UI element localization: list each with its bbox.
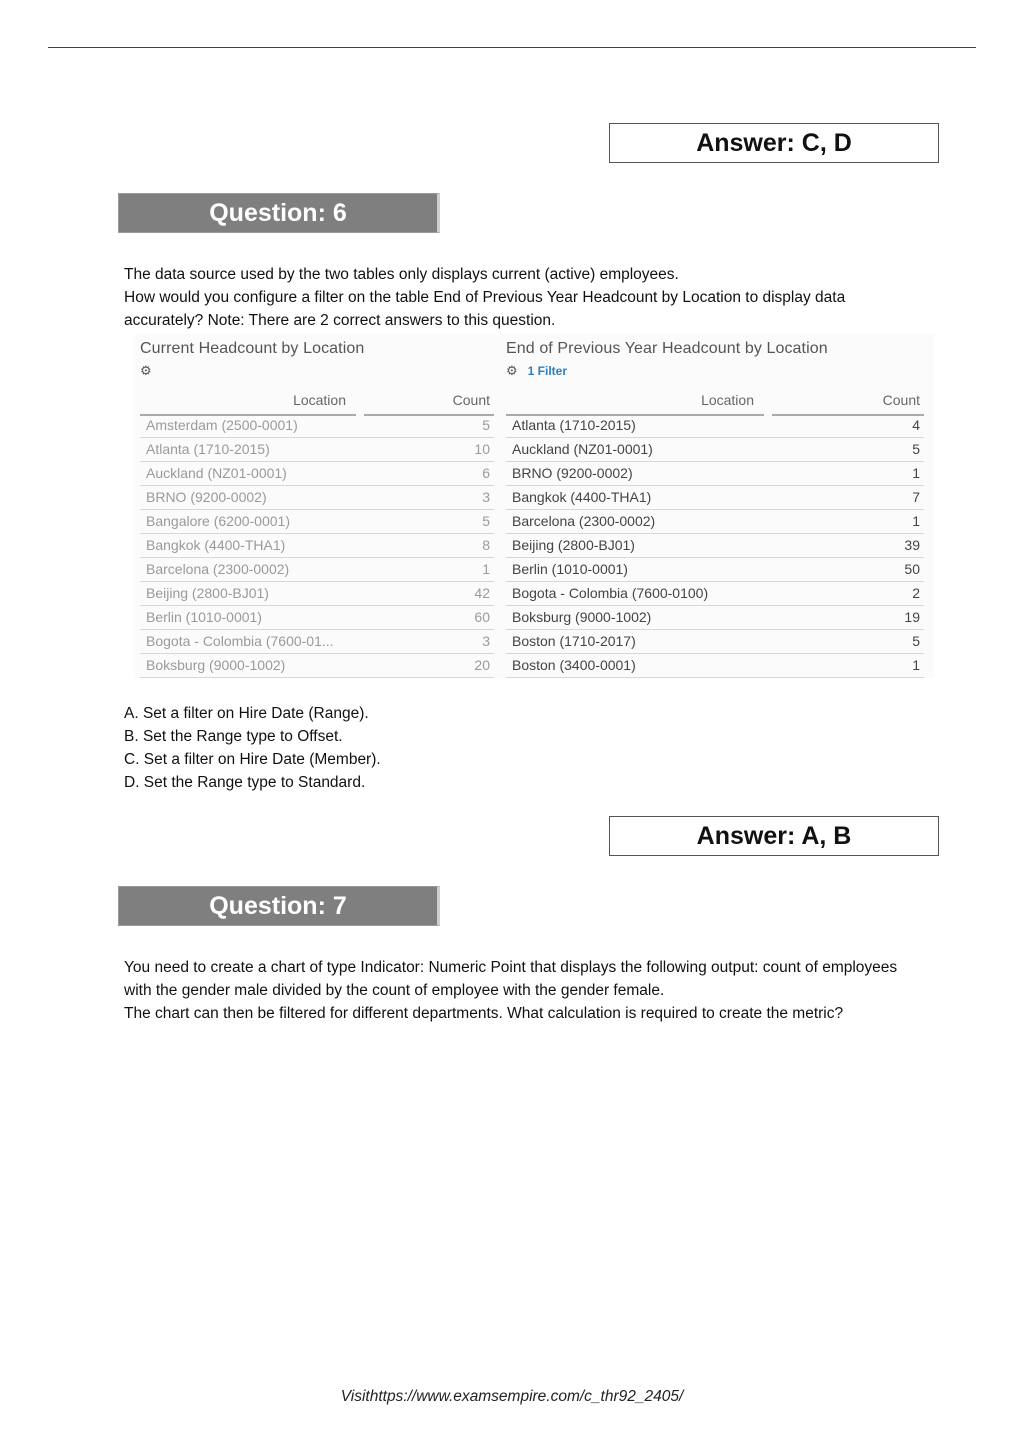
option-d: D. Set the Range type to Standard. <box>124 774 366 791</box>
question-6-heading: Question: 6 <box>118 193 440 233</box>
option-a: A. Set a filter on Hire Date (Range). <box>124 705 369 722</box>
count-cell: 5 <box>764 630 924 653</box>
location-cell: Bangalore (6200-0001) <box>146 513 290 529</box>
previous-year-headcount-table <box>506 334 924 673</box>
column-header-count: Count <box>356 392 494 414</box>
count-cell: 10 <box>356 438 494 461</box>
option-b: B. Set the Range type to Offset. <box>124 728 343 745</box>
question-6-line-1: The data source used by the two tables only displays current (active) employees. <box>124 266 679 283</box>
table-row <box>140 630 494 654</box>
count-cell: 2 <box>764 582 924 605</box>
table-row <box>140 438 494 462</box>
table-title: Current Headcount by Location <box>140 340 365 357</box>
location-cell: Beijing (2800-BJ01) <box>146 585 269 601</box>
location-cell: Barcelona (2300-0002) <box>146 561 290 577</box>
table-row <box>506 486 924 510</box>
table-title: End of Previous Year Headcount by Location <box>506 340 828 357</box>
table-row <box>140 462 494 486</box>
table-header <box>140 392 494 416</box>
column-header-location: Location <box>293 392 346 408</box>
location-cell: Amsterdam (2500-0001) <box>146 417 298 433</box>
answer-box-q5: Answer: C, D <box>609 123 939 163</box>
location-cell: Auckland (NZ01-0001) <box>146 465 287 481</box>
count-cell: 39 <box>764 534 924 557</box>
table-row <box>506 438 924 462</box>
table-row <box>506 558 924 582</box>
current-headcount-table <box>140 334 494 673</box>
count-cell: 5 <box>764 438 924 461</box>
column-header-location: Location <box>701 392 754 408</box>
location-cell: BRNO (9200-0002) <box>512 465 633 481</box>
count-cell: 1 <box>764 510 924 533</box>
location-cell: Bogota - Colombia (7600-01... <box>146 633 334 649</box>
gear-icon: ⚙ <box>506 363 518 378</box>
count-cell: 3 <box>356 486 494 509</box>
count-cell: 50 <box>764 558 924 581</box>
question-7-text <box>124 956 914 1025</box>
table-row <box>140 414 494 438</box>
count-cell: 1 <box>356 558 494 581</box>
location-cell: BRNO (9200-0002) <box>146 489 267 505</box>
count-cell: 1 <box>764 654 924 677</box>
table-row <box>140 582 494 606</box>
location-cell: Boston (1710-2017) <box>512 633 636 649</box>
option-c: C. Set a filter on Hire Date (Member). <box>124 751 381 768</box>
table-row <box>506 630 924 654</box>
count-cell: 60 <box>356 606 494 629</box>
tables-screenshot <box>134 334 934 678</box>
table-row <box>506 462 924 486</box>
top-divider <box>48 47 976 48</box>
location-cell: Boksburg (9000-1002) <box>146 657 286 673</box>
location-cell: Bangkok (4400-THA1) <box>146 537 286 553</box>
location-cell: Barcelona (2300-0002) <box>512 513 656 529</box>
count-cell: 7 <box>764 486 924 509</box>
column-header-count: Count <box>764 392 924 414</box>
location-cell: Beijing (2800-BJ01) <box>512 537 635 553</box>
question-7-heading: Question: 7 <box>118 886 440 926</box>
table-row <box>140 486 494 510</box>
table-row <box>506 582 924 606</box>
count-cell: 1 <box>764 462 924 485</box>
table-header <box>506 392 924 416</box>
location-cell: Berlin (1010-0001) <box>512 561 628 577</box>
gear-icon: ⚙ <box>140 363 152 378</box>
count-cell: 3 <box>356 630 494 653</box>
count-cell: 8 <box>356 534 494 557</box>
location-cell: Berlin (1010-0001) <box>146 609 262 625</box>
location-cell: Auckland (NZ01-0001) <box>512 441 653 457</box>
count-cell: 19 <box>764 606 924 629</box>
location-cell: Boksburg (9000-1002) <box>512 609 652 625</box>
question-6-line-2: How would you configure a filter on the table End of Previous Year Headcount by Location to display data accurately? Note: There are 2 correct answers to this question. <box>124 289 846 329</box>
question-7-line-1: You need to create a chart of type Indicator: Numeric Point that displays the following output: count of employees with the gender male divided by the count of employee with the gender female. <box>124 959 898 999</box>
location-cell: Bogota - Colombia (7600-0100) <box>512 585 709 601</box>
count-cell: 6 <box>356 462 494 485</box>
table-row <box>506 510 924 534</box>
location-cell: Atlanta (1710-2015) <box>512 417 636 433</box>
question-7-line-2: The chart can then be filtered for different departments. What calculation is required to create the metric? <box>124 1005 844 1022</box>
table-row <box>140 558 494 582</box>
location-cell: Atlanta (1710-2015) <box>146 441 270 457</box>
count-cell: 42 <box>356 582 494 605</box>
table-row <box>506 606 924 630</box>
count-cell: 5 <box>356 510 494 533</box>
count-cell: 20 <box>356 654 494 677</box>
question-6-options <box>124 702 914 794</box>
table-row <box>506 414 924 438</box>
location-cell: Bangkok (4400-THA1) <box>512 489 652 505</box>
count-cell: 5 <box>356 414 494 437</box>
footer-link[interactable]: Visithttps://www.examsempire.com/c_thr92_2405/ <box>340 1388 684 1405</box>
count-cell: 4 <box>764 414 924 437</box>
location-cell: Boston (3400-0001) <box>512 657 636 673</box>
table-row <box>506 654 924 678</box>
filter-link[interactable]: 1 Filter <box>527 364 568 378</box>
question-6-text <box>124 263 914 332</box>
table-row <box>140 510 494 534</box>
table-row <box>140 606 494 630</box>
answer-box-q6: Answer: A, B <box>609 816 939 856</box>
table-row <box>140 654 494 678</box>
table-row <box>506 534 924 558</box>
table-row <box>140 534 494 558</box>
